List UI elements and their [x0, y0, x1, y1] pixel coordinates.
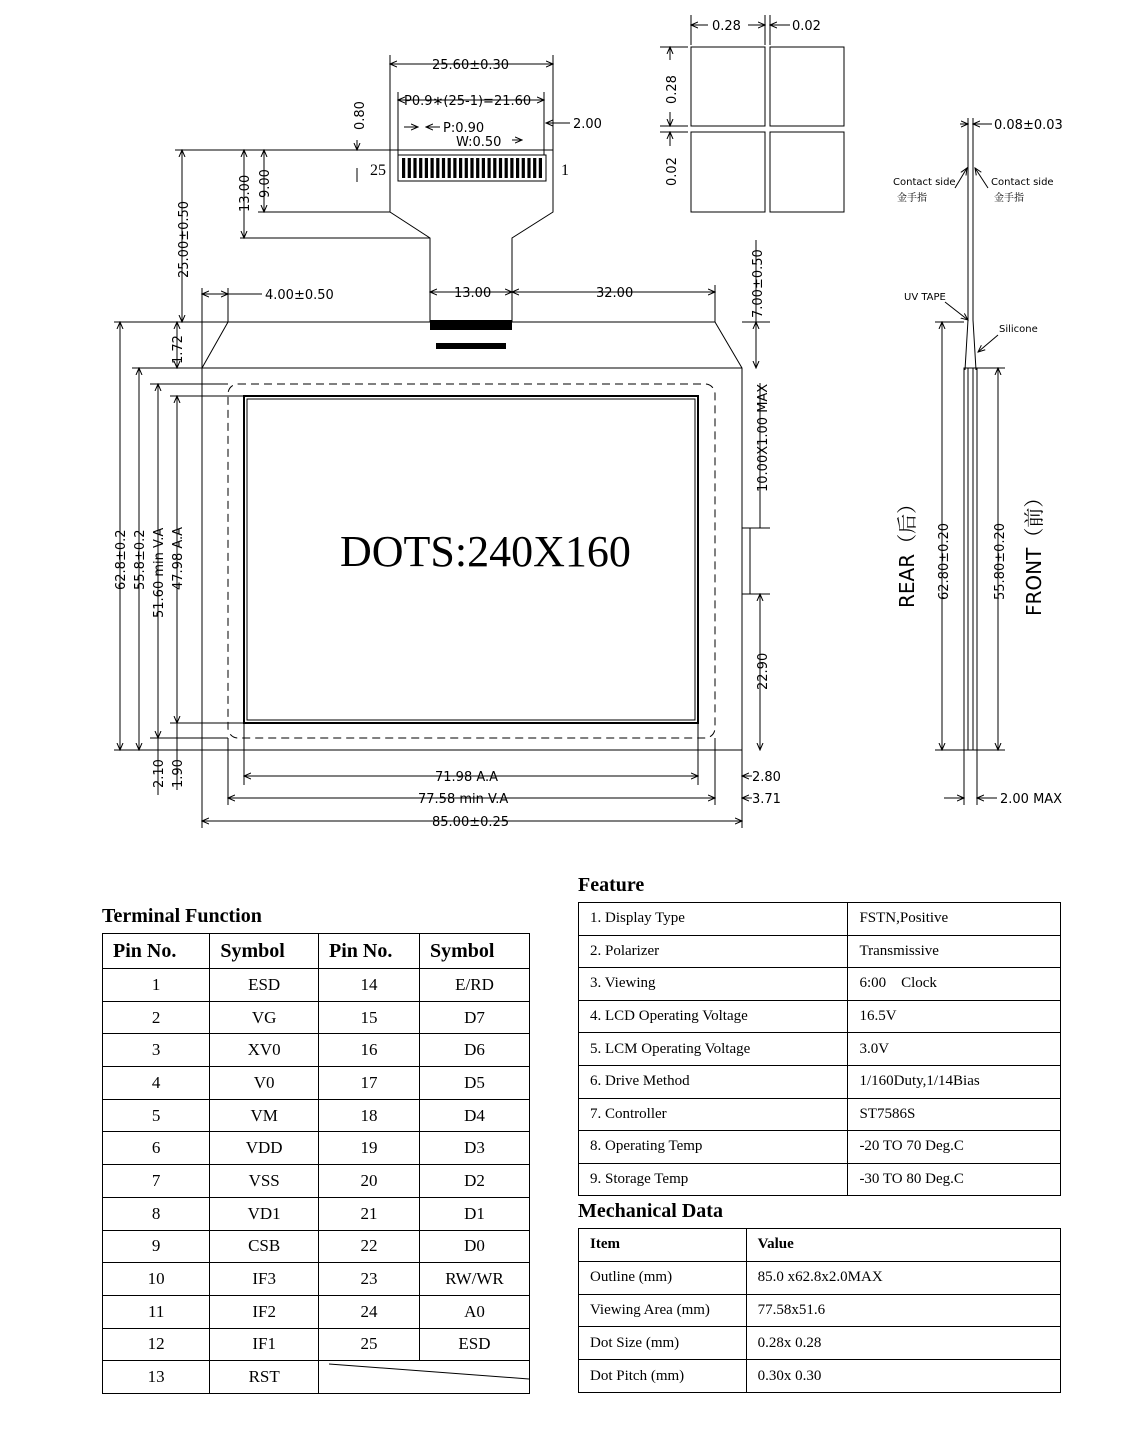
bottom-margin-2-label: 1.90 [171, 759, 186, 788]
fpc-pin [425, 158, 428, 178]
fpc-len-9-label: 9.00 [258, 169, 273, 198]
fpc-pin [419, 158, 422, 178]
fpc-pin [476, 158, 479, 178]
contact-side-right-cn-label: 金手指 [994, 193, 1024, 204]
feature-name-cell: 2. Polarizer [579, 935, 848, 968]
fpc-pin [408, 158, 411, 178]
side-front-height-label: 55.80±0.20 [993, 522, 1008, 600]
module-front-view [114, 322, 781, 830]
empty-cell [318, 1361, 529, 1394]
front-label: FRONT（前） [1022, 487, 1046, 616]
table-row [103, 969, 530, 1002]
aa-width-label: 71.98 A.A [435, 770, 499, 785]
symbol-cell: RW/WR [419, 1263, 529, 1296]
symbol-cell: VG [210, 1001, 319, 1034]
pin-no-cell: 11 [103, 1295, 210, 1328]
fpc-left-offset-label: 4.00±0.50 [265, 288, 334, 303]
pixel-detail [660, 15, 844, 212]
aa-height-label: 47.98 A.A [171, 526, 186, 590]
pin-no-cell: 24 [318, 1295, 419, 1328]
empty-cell-strike [319, 1362, 529, 1393]
table-row [579, 1163, 1061, 1196]
uv-tape-label: UV TAPE [904, 292, 946, 303]
mech-item-cell: Outline (mm) [579, 1261, 747, 1294]
fpc-pin [448, 158, 451, 178]
pin-no-cell: 14 [318, 969, 419, 1002]
pin-no-cell: 5 [103, 1099, 210, 1132]
table-row [103, 1230, 530, 1263]
symbol-cell: ESD [419, 1328, 529, 1361]
symbol-cell: VM [210, 1099, 319, 1132]
pin-no-cell: 21 [318, 1197, 419, 1230]
side-thickness-label: 2.00 MAX [1000, 792, 1063, 807]
col-header-symbol-2: Symbol [419, 934, 529, 969]
symbol-cell: VDD [210, 1132, 319, 1165]
symbol-cell: IF3 [210, 1263, 319, 1296]
fpc-pin [482, 158, 485, 178]
mech-item-cell: Dot Pitch (mm) [579, 1360, 747, 1393]
pin-no-cell: 20 [318, 1165, 419, 1198]
pin-no-cell: 9 [103, 1230, 210, 1263]
pin-no-cell: 16 [318, 1034, 419, 1067]
height-glass-label: 55.8±0.2 [133, 529, 148, 590]
feature-name-cell: 6. Drive Method [579, 1065, 848, 1098]
table-row [103, 1263, 530, 1296]
bottom-margin-1-label: 2.10 [152, 759, 167, 788]
table-row [579, 1065, 1061, 1098]
fpc-pin [499, 158, 502, 178]
total-width-label: 85.00±0.25 [432, 815, 510, 830]
pin-no-cell: 25 [318, 1328, 419, 1361]
fpc-pin [488, 158, 491, 178]
fpc-pitch-total-label: P0.9∗(25-1)=21.60 [404, 94, 532, 109]
col-header-pin-1: Pin No. [103, 934, 210, 969]
pin-no-cell: 2 [103, 1001, 210, 1034]
table-header-row [579, 1229, 1061, 1262]
feature-name-cell: 9. Storage Temp [579, 1163, 848, 1196]
table-row [103, 1295, 530, 1328]
feature-value-cell: 3.0V [848, 1033, 1061, 1066]
fpc-pin-width-label: W:0.50 [456, 135, 502, 150]
fpc-pin [533, 158, 536, 178]
fpc-pin [527, 158, 530, 178]
table-row [579, 903, 1061, 936]
table-row [103, 1001, 530, 1034]
symbol-cell: D3 [419, 1132, 529, 1165]
table-row [579, 935, 1061, 968]
pin-no-cell: 1 [103, 969, 210, 1002]
module-side-view [893, 118, 1063, 807]
terminal-function-body [103, 969, 530, 1394]
table-row [103, 1165, 530, 1198]
mech-value-cell: 77.58x51.6 [746, 1294, 1060, 1327]
symbol-cell: D1 [419, 1197, 529, 1230]
pin-no-cell: 19 [318, 1132, 419, 1165]
fpc-pin-1-label: 1 [561, 162, 569, 179]
fpc-pin [442, 158, 445, 178]
pin-no-cell: 22 [318, 1230, 419, 1263]
fpc-pin [522, 158, 525, 178]
fpc-connector [175, 55, 770, 368]
right-va-label: 3.71 [752, 792, 781, 807]
silicone-label: Silicone [999, 324, 1038, 335]
fpc-pin [510, 158, 513, 178]
pixel-height-label: 0.28 [665, 75, 680, 104]
top-margin-label: 1.72 [171, 335, 186, 364]
fpc-pin [431, 158, 434, 178]
fpc-width-label: 25.60±0.30 [432, 58, 510, 73]
fpc-pin [516, 158, 519, 178]
symbol-cell: CSB [210, 1230, 319, 1263]
symbol-cell: D6 [419, 1034, 529, 1067]
feature-name-cell: 7. Controller [579, 1098, 848, 1131]
pixel-gap-label: 0.02 [792, 19, 821, 34]
fpc-pitch-label: P:0.90 [443, 121, 485, 136]
symbol-cell: IF2 [210, 1295, 319, 1328]
terminal-function-table [102, 933, 530, 1394]
fpc-total-len-label: 25.00±0.50 [177, 200, 192, 278]
symbol-cell: D0 [419, 1230, 529, 1263]
fpc-pin [459, 158, 462, 178]
table-row [579, 1360, 1061, 1393]
pin-no-cell: 7 [103, 1165, 210, 1198]
fpc-height-above-label: 7.00±0.50 [751, 249, 766, 318]
feature-table [578, 902, 1061, 1196]
table-row [579, 968, 1061, 1001]
table-row [103, 1328, 530, 1361]
pixel-width-label: 0.28 [712, 19, 741, 34]
side-fpc-thickness-label: 0.08±0.03 [994, 118, 1063, 133]
symbol-cell: D5 [419, 1067, 529, 1100]
table-row [103, 1132, 530, 1165]
feature-name-cell: 4. LCD Operating Voltage [579, 1000, 848, 1033]
symbol-cell: VD1 [210, 1197, 319, 1230]
contact-side-left-cn-label: 金手指 [897, 193, 927, 204]
feature-title: Feature [578, 874, 645, 896]
feature-value-cell: -20 TO 70 Deg.C [848, 1131, 1061, 1164]
fpc-pin-25-label: 25 [370, 162, 386, 179]
fpc-tail-offset-label: 2.00 [573, 117, 602, 132]
feature-value-cell: -30 TO 80 Deg.C [848, 1163, 1061, 1196]
fpc-pin [465, 158, 468, 178]
fpc-pin [453, 158, 456, 178]
rear-label: REAR（后） [895, 493, 919, 608]
feature-value-cell: 6:00 Clock [848, 968, 1061, 1001]
right-aa-label: 2.80 [752, 770, 781, 785]
symbol-cell: ESD [210, 969, 319, 1002]
table-row [103, 1067, 530, 1100]
terminal-function-title: Terminal Function [102, 905, 262, 927]
pin-no-cell: 17 [318, 1067, 419, 1100]
fpc-pin [413, 158, 416, 178]
feature-name-cell: 3. Viewing [579, 968, 848, 1001]
feature-value-cell: FSTN,Positive [848, 903, 1061, 936]
mech-value-cell: 0.28x 0.28 [746, 1327, 1060, 1360]
feature-value-cell: 16.5V [848, 1000, 1061, 1033]
contact-side-left-label: Contact side [893, 177, 956, 188]
pin-no-cell: 4 [103, 1067, 210, 1100]
mechanical-data-body [579, 1229, 1061, 1393]
mech-value-cell: 0.30x 0.30 [746, 1360, 1060, 1393]
feature-value-cell: Transmissive [848, 935, 1061, 968]
feature-value-cell: 1/160Duty,1/14Bias [848, 1065, 1061, 1098]
symbol-cell: E/RD [419, 969, 529, 1002]
fpc-neck-width-label: 13.00 [454, 286, 492, 301]
col-header-symbol-1: Symbol [210, 934, 319, 969]
pin-no-cell: 15 [318, 1001, 419, 1034]
fpc-pin [436, 158, 439, 178]
table-row [579, 1033, 1061, 1066]
va-height-label: 51.60 min V.A [152, 527, 167, 618]
side-rear-height-label: 62.80±0.20 [937, 522, 952, 600]
table-header-row [103, 934, 530, 969]
fpc-len-13-label: 13.00 [238, 174, 253, 212]
table-row [579, 1261, 1061, 1294]
table-row [579, 1000, 1061, 1033]
feature-name-cell: 8. Operating Temp [579, 1131, 848, 1164]
mechanical-data-table [578, 1228, 1061, 1393]
height-total-label: 62.8±0.2 [114, 529, 129, 590]
table-row [579, 1098, 1061, 1131]
pin-no-cell: 8 [103, 1197, 210, 1230]
fpc-pins [402, 158, 542, 178]
table-row [103, 1197, 530, 1230]
mechanical-data-title: Mechanical Data [578, 1200, 723, 1222]
feature-body [579, 903, 1061, 1196]
symbol-cell: XV0 [210, 1034, 319, 1067]
feature-name-cell: 1. Display Type [579, 903, 848, 936]
pin-no-cell: 6 [103, 1132, 210, 1165]
mech-item-cell: Viewing Area (mm) [579, 1294, 747, 1327]
tab-position-label: 22.90 [756, 652, 771, 690]
pin-no-cell: 18 [318, 1099, 419, 1132]
pin-no-cell: 12 [103, 1328, 210, 1361]
symbol-cell: D4 [419, 1099, 529, 1132]
symbol-cell: D2 [419, 1165, 529, 1198]
dots-label: DOTS:240X160 [340, 527, 631, 576]
symbol-cell: D7 [419, 1001, 529, 1034]
table-row [103, 1099, 530, 1132]
table-row [103, 1034, 530, 1067]
va-width-label: 77.58 min V.A [418, 792, 509, 807]
col-header-pin-2: Pin No. [318, 934, 419, 969]
col-header-value: Value [746, 1229, 1060, 1262]
fpc-pin [402, 158, 405, 178]
pin-no-cell: 23 [318, 1263, 419, 1296]
pin-no-cell: 13 [103, 1361, 210, 1394]
table-row [579, 1131, 1061, 1164]
table-row [579, 1327, 1061, 1360]
fpc-thickness-label: 0.80 [353, 101, 368, 130]
pixel-vgap-label: 0.02 [665, 157, 680, 186]
feature-value-cell: ST7586S [848, 1098, 1061, 1131]
symbol-cell: V0 [210, 1067, 319, 1100]
tab-size-label: 10.00X1.00 MAX [756, 383, 771, 492]
table-row [103, 1361, 530, 1394]
symbol-cell: IF1 [210, 1328, 319, 1361]
symbol-cell: VSS [210, 1165, 319, 1198]
feature-name-cell: 5. LCM Operating Voltage [579, 1033, 848, 1066]
pin-no-cell: 10 [103, 1263, 210, 1296]
fpc-pin [505, 158, 508, 178]
contact-side-right-label: Contact side [991, 177, 1054, 188]
mech-item-cell: Dot Size (mm) [579, 1327, 747, 1360]
mech-value-cell: 85.0 x62.8x2.0MAX [746, 1261, 1060, 1294]
pin-no-cell: 3 [103, 1034, 210, 1067]
symbol-cell: RST [210, 1361, 319, 1394]
table-row [579, 1294, 1061, 1327]
fpc-pin [470, 158, 473, 178]
fpc-pin [493, 158, 496, 178]
col-header-item: Item [579, 1229, 747, 1262]
fpc-right-offset-label: 32.00 [596, 286, 634, 301]
symbol-cell: A0 [419, 1295, 529, 1328]
fpc-pin [539, 158, 542, 178]
